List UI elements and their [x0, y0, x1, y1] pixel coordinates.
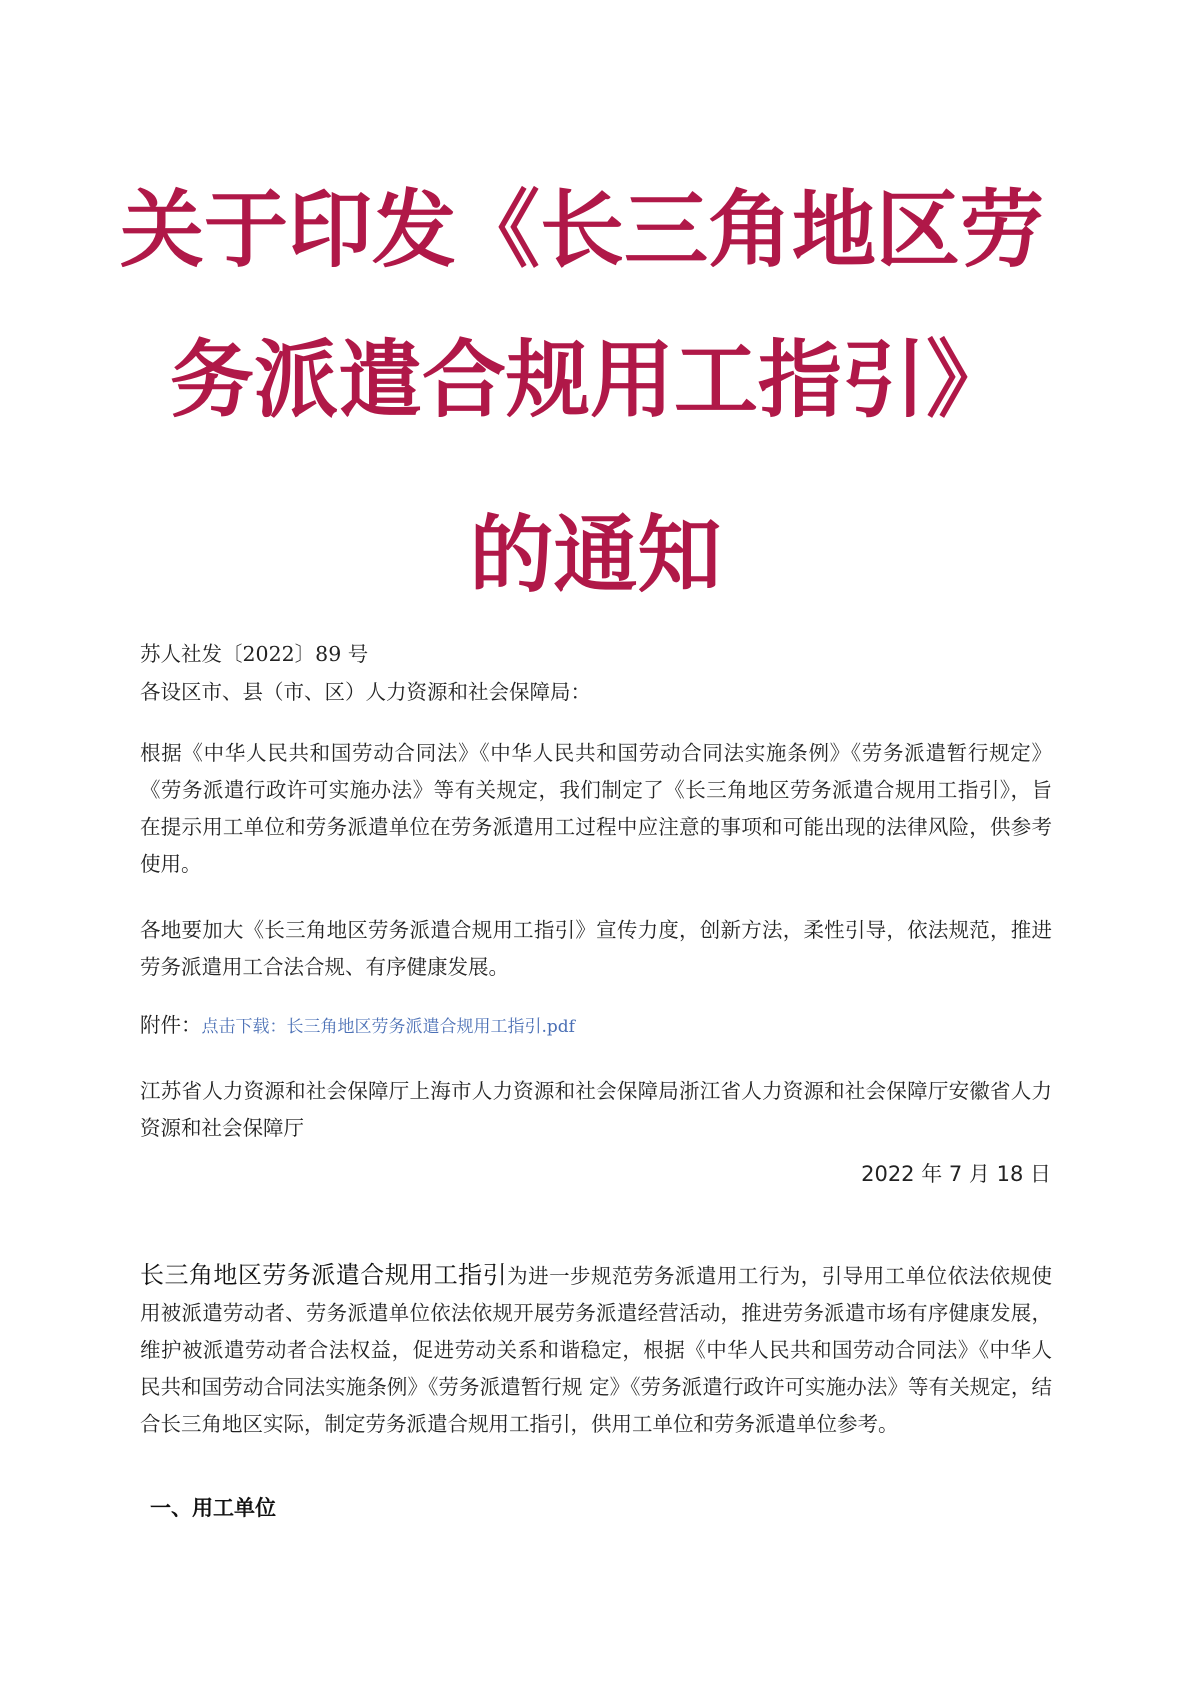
document-number: 苏人社发〔2022〕89 号: [140, 642, 369, 666]
paragraph-promotion: 各地要加大《长三角地区劳务派遣合规用工指引》宣传力度，创新方法，柔性引导，依法规范，推进劳务派遣用工合法合规、有序健康发展。: [140, 918, 1052, 979]
guide-title: 长三角地区劳务派遣合规用工指引: [140, 1261, 508, 1289]
title-line-3: 的通知: [469, 506, 722, 604]
section-heading: 一、用工单位: [150, 1496, 276, 1520]
issue-date: 2022 年 7 月 18 日: [861, 1162, 1051, 1186]
attachment-label: 附件：: [140, 1013, 202, 1037]
attachment: [140, 1007, 1052, 1046]
title-line-2: 务派遣合规用工指引》: [170, 331, 1011, 429]
attachment-download-link[interactable]: 点击下载：长三角地区劳务派遣合规用工指引.pdf: [201, 1017, 575, 1037]
guide-intro-body: 为进一步规范劳务派遣用工行为，引导用工单位依法依规使用被派遣劳动者、劳务派遣单位依法依规开展劳务派遣经营活动，推进劳务派遣市场有序健康发展，维护被派遣劳动者合法权益，促进劳动关系和谐稳定，根据《中华人民共和国劳动合同法》《中华人民共和国劳动合同法实施条例》《劳务派遣暂行规 定》《劳务派遣行政许可实施办法》等有关规定，结合长三角地区实际，制定劳务派遣合规用工指引，供用工单位和劳务派遣单位参考。: [140, 1264, 1052, 1436]
issuing-authorities: 江苏省人力资源和社会保障厅上海市人力资源和社会保障局浙江省人力资源和社会保障厅安徽省人力资源和社会保障厅: [140, 1079, 1052, 1140]
guide-intro: [140, 1257, 1052, 1443]
title-line-1: 关于印发《长三角地区劳: [120, 181, 1045, 279]
addressee: 各设区市、县（市、区）人力资源和社会保障局：: [140, 680, 591, 704]
paragraph-intro: 根据《中华人民共和国劳动合同法》《中华人民共和国劳动合同法实施条例》《劳务派遣暂行规定》《劳务派遣行政许可实施办法》等有关规定，我们制定了《长三角地区劳务派遣合规用工指引》，旨在提示用工单位和劳务派遣单位在劳务派遣用工过程中应注意的事项和可能出现的法律风险，供参考使用。: [140, 741, 1052, 876]
